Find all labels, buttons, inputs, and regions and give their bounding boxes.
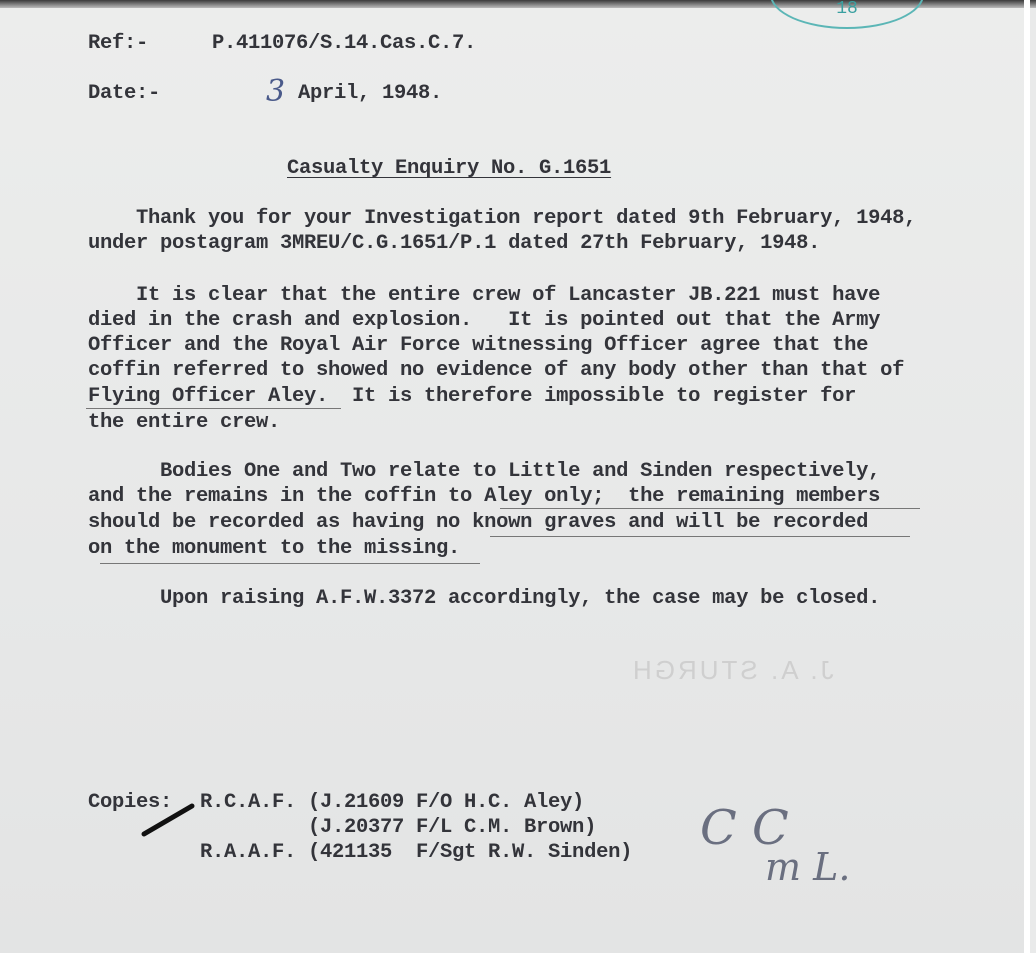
copies-label: Copies: [88,791,173,814]
date-day-handwritten: 3 [266,74,286,109]
paragraph-3-line-3: should be recorded as having no known graves and will be recorded [88,511,869,534]
paragraph-2-line-1: It is clear that the entire crew of Lancaster JB.221 must have [88,284,881,307]
paragraph-3-line-1: Bodies One and Two relate to Little and Sinden respectively, [88,460,881,483]
bleed-through-signature: J. A. STURGH [630,655,834,685]
document-title: Casualty Enquiry No. G.1651 [287,157,612,180]
handwritten-initials-2: m L. [765,845,851,889]
ref-label: Ref:- [88,32,149,55]
paragraph-2-line-2: died in the crash and explosion. It is pointed out that the Army [88,309,881,332]
handwritten-underline [100,563,480,564]
ref-value: P.411076/S.14.Cas.C.7. [212,32,477,55]
page-edge [1024,0,1030,953]
registry-stamp [770,0,924,29]
copies-line-3: R.A.A.F. (421135 F/Sgt R.W. Sinden) [200,841,633,864]
handwritten-tick-mark [140,800,200,840]
paragraph-1-line-2: under postagram 3MREU/C.G.1651/P.1 dated 27th February, 1948. [88,232,821,255]
handwritten-underline [86,408,341,409]
copies-line-2: (J.20377 F/L C.M. Brown) [200,816,597,839]
copies-line-1: R.C.A.F. (J.21609 F/O H.C. Aley) [200,791,585,814]
paragraph-2-line-5: Flying Officer Aley. It is therefore impossible to register for [88,385,857,408]
paragraph-2-line-6: the entire crew. [88,411,281,434]
paragraph-4: Upon raising A.F.W.3372 accordingly, the case may be closed. [88,587,881,610]
paragraph-3-line-4: on the monument to the missing. [88,537,461,560]
handwritten-underline [490,536,910,537]
handwritten-initials-1: C C [700,800,789,856]
date-value: April, 1948. [298,82,443,105]
stamp-text: 18 [836,0,858,19]
paragraph-2-line-4: coffin referred to showed no evidence of any body other than that of [88,359,905,382]
paragraph-3-line-2: and the remains in the coffin to Aley only; the remaining members [88,485,881,508]
paragraph-1-line-1: Thank you for your Investigation report dated 9th February, 1948, [88,207,917,230]
handwritten-underline [500,508,920,509]
date-label: Date:- [88,82,161,105]
paragraph-2-line-3: Officer and the Royal Air Force witnessing Officer agree that the [88,334,869,357]
